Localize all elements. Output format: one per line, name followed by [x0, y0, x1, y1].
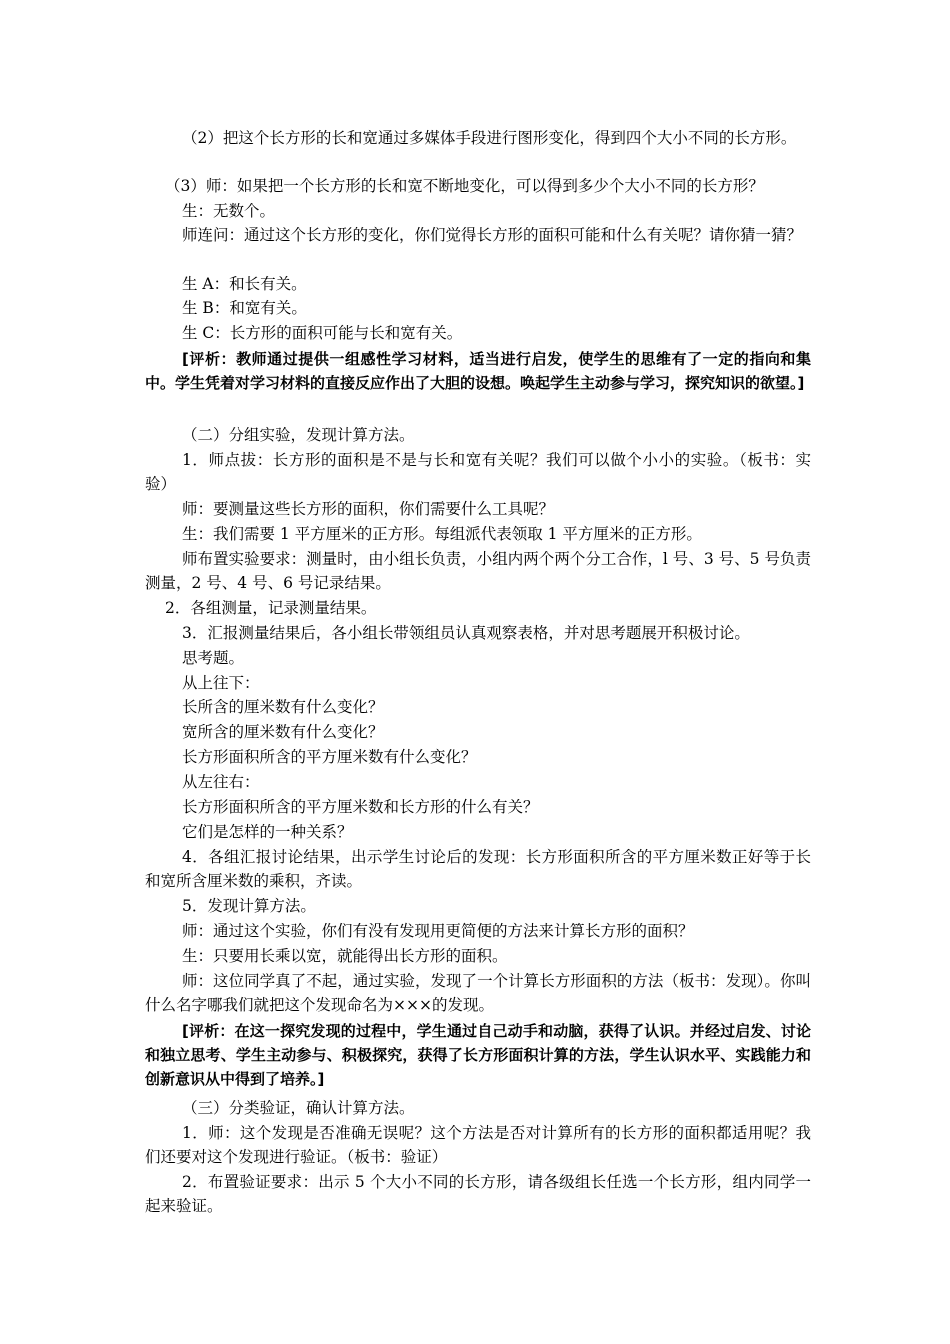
section-heading-2: （二）分组实验，发现计算方法。 — [182, 426, 415, 444]
paragraph-12: 师布置实验要求：测量时，由小组长负责，小组内两个两个分工合作，l 号、3 号、5 号负责测量，2 号、4 号、6 号记录结果。 — [145, 550, 811, 592]
paragraph-31: 2．布置验证要求：出示 5 个大小不同的长方形，请各级组长任选一个长方形，组内同学一起来验证。 — [145, 1173, 811, 1215]
paragraph-21: 长方形面积所含的平方厘米数和长方形的什么有关？ — [182, 798, 539, 816]
paragraph-25: 师：通过这个实验，你们有没有发现用更简便的方法来计算长方形的面积？ — [182, 922, 694, 940]
paragraph-24: 5．发现计算方法。 — [182, 897, 316, 915]
paragraph-7: 生 C：长方形的面积可能与长和宽有关。 — [182, 324, 463, 342]
paragraph-11: 生：我们需要 1 平方厘米的正方形。每组派代表领取 1 平方厘米的正方形。 — [182, 525, 702, 543]
paragraph-9: 1．师点拔：长方形的面积是不是与长和宽有关呢？我们可以做个小小的实验。（板书：实验） — [145, 451, 811, 493]
paragraph-4: 师连问：通过这个长方形的变化，你们觉得长方形的面积可能和什么有关呢？请你猜一猜？ — [182, 226, 803, 244]
paragraph-3: 生：无数个。 — [182, 202, 276, 220]
paragraph-26: 生：只要用长乘以宽，就能得出长方形的面积。 — [182, 947, 508, 965]
paragraph-16: 从上往下： — [182, 674, 260, 692]
paragraph-5: 生 A：和长有关。 — [182, 275, 307, 293]
section-heading-3: （三）分类验证，确认计算方法。 — [182, 1099, 415, 1117]
paragraph-22: 它们是怎样的一种关系？ — [182, 823, 353, 841]
paragraph-19: 长方形面积所含的平方厘米数有什么变化？ — [182, 748, 477, 766]
paragraph-23: 4．各组汇报讨论结果，出示学生讨论后的发现：长方形面积所含的平方厘米数正好等于长和宽所含厘米数的乘积，齐读。 — [145, 848, 811, 890]
commentary-2: [评析：在这一探究发现的过程中，学生通过自己动手和动脑，获得了认识。并经过启发、讨论和独立思考、学生主动参与、积极探究，获得了长方形面积计算的方法，学生认识水平、实践能力和创新意识从中得到了培养。] — [145, 1022, 811, 1088]
paragraph-1: （2）把这个长方形的长和宽通过多媒体手段进行图形变化，得到四个大小不同的长方形。 — [182, 129, 797, 147]
paragraph-27: 师：这位同学真了不起，通过实验，发现了一个计算长方形面积的方法（板书：发现）。你叫什么名字哪我们就把这个发现命名为×××的发现。 — [145, 972, 811, 1014]
paragraph-2: （3）师：如果把一个长方形的长和宽不断地变化，可以得到多少个大小不同的长方形？ — [165, 177, 764, 195]
commentary-1: [评析：教师通过提供一组感性学习材料，适当进行启发，使学生的思维有了一定的指向和集中。学生凭着对学习材料的直接反应作出了大胆的设想。唤起学生主动参与学习，探究知识的欲望。] — [145, 350, 811, 392]
paragraph-14: 3．汇报测量结果后，各小组长带领组员认真观察表格，并对思考题展开积极讨论。 — [182, 624, 750, 642]
paragraph-30: 1．师：这个发现是否准确无误呢？这个方法是否对计算所有的长方形的面积都适用呢？我们还要对这个发现进行验证。（板书：验证） — [145, 1124, 811, 1166]
paragraph-15: 思考题。 — [182, 649, 245, 667]
paragraph-20: 从左往右： — [182, 773, 260, 791]
paragraph-18: 宽所含的厘米数有什么变化？ — [182, 723, 384, 741]
paragraph-6: 生 B：和宽有关。 — [182, 299, 307, 317]
paragraph-13: 2．各组测量，记录测量结果。 — [165, 599, 377, 617]
paragraph-10: 师：要测量这些长方形的面积，你们需要什么工具呢？ — [182, 500, 555, 518]
paragraph-17: 长所含的厘米数有什么变化？ — [182, 698, 384, 716]
